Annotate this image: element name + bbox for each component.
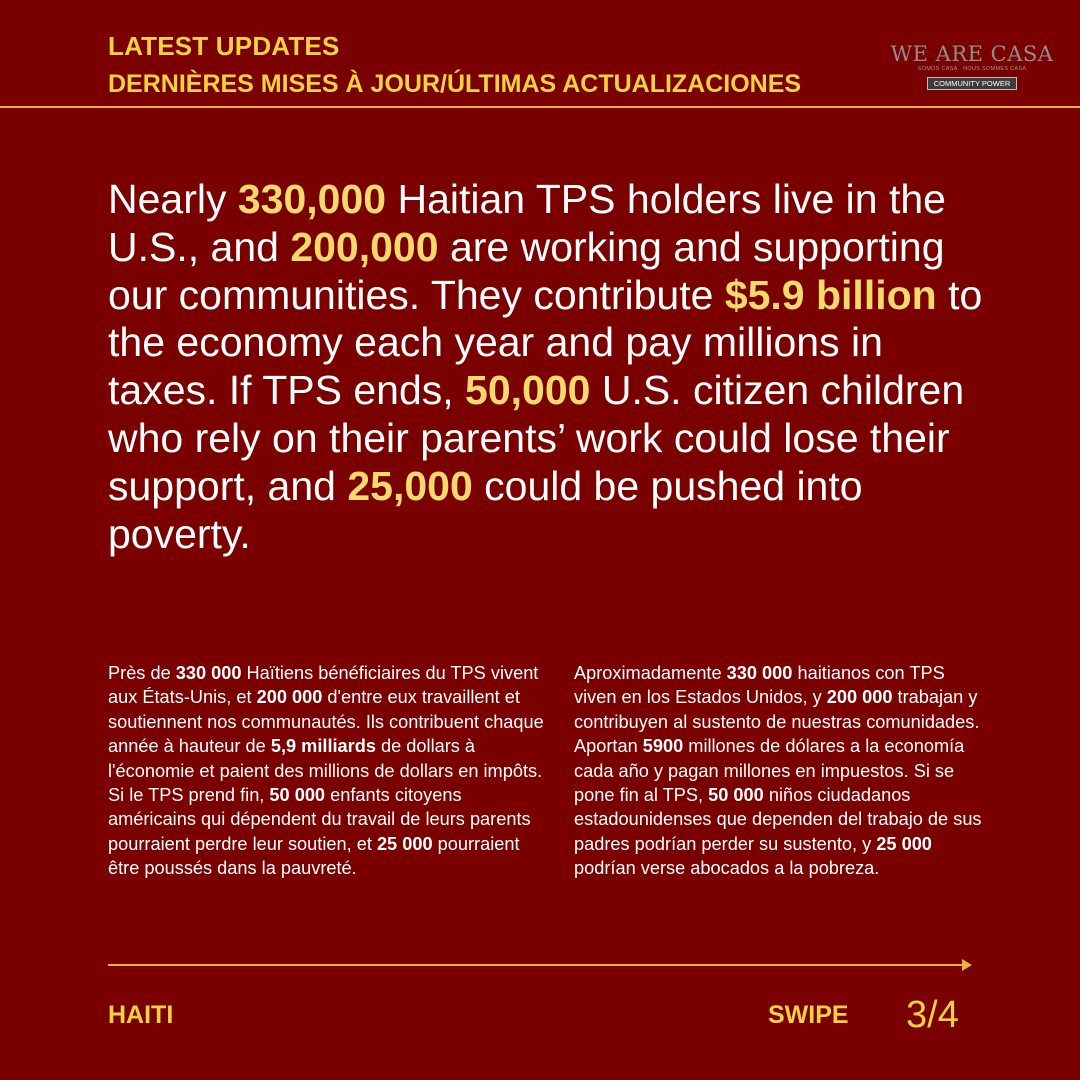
es-text: niños ciudadanos estadounidenses que dependen del trabajo de sus padres podrían perder su sustento, y (574, 785, 982, 854)
country-label: HAITI (108, 1001, 174, 1029)
es-text: haitianos con TPS viven en los Estados Unidos, y (574, 663, 945, 708)
highlight-330000: 330,000 (237, 176, 387, 222)
es-bold-330000: 330 000 (726, 663, 793, 683)
we-are-casa-logo (886, 42, 1058, 98)
fr-text: d'entre eux travaillent et soutiennent nos communautés. Ils contribuent chaque année à hauteur de (108, 687, 544, 757)
highlight-50000: 50,000 (465, 367, 591, 414)
logo-name: WE ARE CASA (890, 42, 1054, 66)
es-text: Aproximadamente (574, 663, 727, 683)
highlight-200000: 200,000 (290, 223, 439, 270)
fr-bold-5-9-milliards: 5,9 milliards (270, 736, 376, 757)
fr-bold-25000: 25 000 (376, 833, 433, 854)
main-text-segment: to the economy each year and pay millions in taxes. If TPS ends, (108, 271, 983, 414)
es-text: millones de dólares a la economía cada año y pagan millones en impuestos. Si se pone fin al TPS, (574, 736, 965, 806)
es-bold-5900: 5900 (642, 736, 684, 757)
fr-bold-330000: 330 000 (175, 663, 242, 683)
es-bold-50000: 50 000 (708, 785, 764, 806)
highlight-5-9-billion: $5.9 billion (724, 271, 937, 318)
fr-bold-200000: 200 000 (256, 687, 323, 708)
es-bold-25000: 25 000 (876, 833, 932, 854)
swipe-label[interactable]: SWIPE (768, 1001, 849, 1029)
main-text-segment: are working and supporting our communities. They contribute (108, 223, 945, 318)
header-divider (0, 106, 1080, 108)
footer-divider (108, 964, 966, 966)
header-title: LATEST UPDATES (108, 31, 340, 61)
fr-text: enfants citoyens américains qui dépendent du travail de leurs parents pourraient perdre leur soutien, et (108, 785, 531, 854)
main-statement (108, 176, 988, 558)
fr-text: pourraient être poussés dans la pauvreté. (108, 833, 520, 879)
fr-text: de dollars à l'économie et paient des millions de dollars en impôts. Si le TPS prend fin, (108, 736, 543, 806)
es-text: trabajan y contribuyen al sustento de nuestras comunidades. Aportan (574, 687, 980, 757)
header-subtitle: DERNIÈRES MISES À JOUR/ÚLTIMAS ACTUALIZACIONES (108, 70, 802, 98)
fr-text: Près de (108, 663, 176, 683)
page-indicator: 3/4 (906, 994, 959, 1036)
french-paragraph (108, 661, 548, 881)
main-text-segment: Haitian TPS holders live in the U.S., and (108, 176, 946, 270)
es-bold-200000: 200 000 (826, 687, 893, 708)
highlight-25000: 25,000 (347, 462, 473, 509)
logo-badge: COMMUNITY POWER (927, 77, 1018, 90)
es-text: podrían verse abocados a la pobreza. (574, 858, 880, 879)
main-text-segment: could be pushed into poverty. (108, 462, 863, 557)
fr-bold-50000: 50 000 (269, 785, 326, 806)
main-text-segment: U.S. citizen children who rely on their parents’ work could lose their support, and (108, 367, 965, 509)
logo-tagline: SOMOS CASA · NOUS SOMMES CASA (917, 66, 1027, 72)
main-text-segment: Nearly (108, 176, 238, 222)
fr-text: Haïtiens bénéficiaires du TPS vivent aux États-Unis, et (108, 663, 539, 708)
spanish-paragraph (574, 661, 984, 881)
arrow-right-icon (962, 959, 972, 971)
